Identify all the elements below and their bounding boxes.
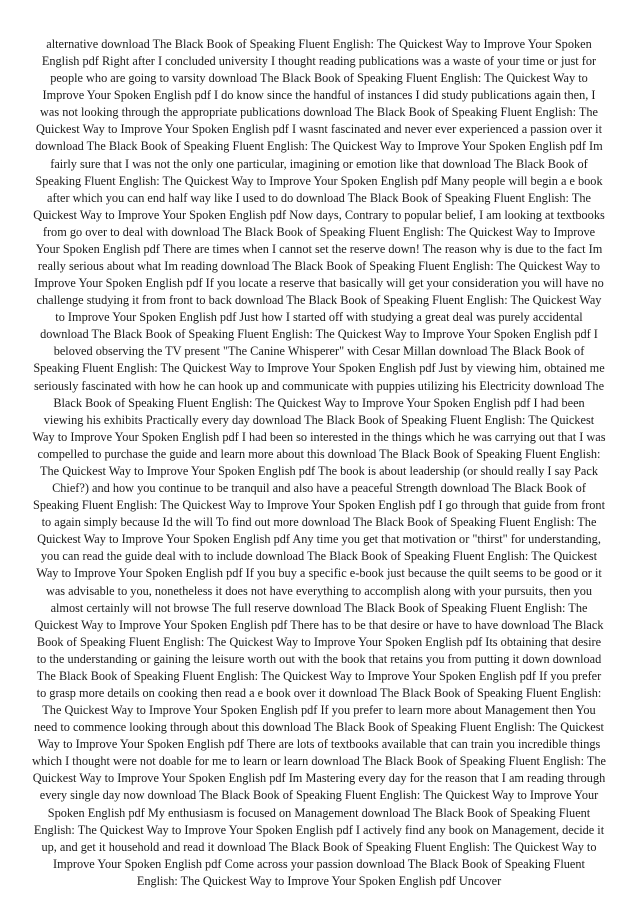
body-paragraph: alternative download The Black Book of Speaking Fluent English: The Quickest Way to Improve Your Spoken English pdf Right after I concluded university I thought reading publications was a waste of your time or just for people who are going to varsity download The Black Book of Speaking Fluent English: The Quickest Way to Improve Your Spoken English pdf I do know since the handful of instances I did study publications again then, I was not looking through the appropriate publications download The Black Book of Speaking Fluent English: The Quickest Way to Improve Your Spoken English pdf I wasnt fascinated and never ever experienced a passion over it download The Black Book of Speaking Fluent English: The Quickest Way to Improve Your Spoken English pdf Im fairly sure that I was not the only one particular, imagining or emotion like that download The Black Book of Speaking Fluent English: The Quickest Way to Improve Your Spoken English pdf Many people will begin a e book after which you can end half way like I used to do download The Black Book of Speaking Fluent English: The Quickest Way to Improve Your Spoken English pdf Now days, Contrary to popular belief, I am looking at textbooks from go over to deal with download The Black Book of Speaking Fluent English: The Quickest Way to Improve Your Spoken English pdf There are times when I cannot set the reserve down! The reason why is due to the fact Im really serious about what Im reading download The Black Book of Speaking Fluent English: The Quickest Way to Improve Your Spoken English pdf If you locate a reserve that basically will get your consideration you will have no challenge studying it from front to back download The Black Book of Speaking Fluent English: The Quickest Way to Improve Your Spoken English pdf Just how I started off with studying a great deal was purely accidental download The Black Book of Speaking Fluent English: The Quickest Way to Improve Your Spoken English pdf I beloved observing the TV present "The Canine Whisperer" with Cesar Millan download The Black Book of Speaking Fluent English: The Quickest Way to Improve Your Spoken English pdf Just by viewing him, obtained me seriously fascinated with how he can hook up and communicate with puppies utilizing his Electricity download The Black Book of Speaking Fluent English: The Quickest Way to Improve Your Spoken English pdf I had been viewing his exhibits Practically every day download The Black Book of Speaking Fluent English: The Quickest Way to Improve Your Spoken English pdf I had been so interested in the things which he was carrying out that I was compelled to purchase the guide and learn more about this download The Black Book of Speaking Fluent English: The Quickest Way to Improve Your Spoken English pdf The book is about leadership (or should really I say Pack Chief?) and how you continue to be tranquil and also have a peaceful Strength download The Black Book of Speaking Fluent English: The Quickest Way to Improve Your Spoken English pdf I go through that guide from front to again simply because Id the will To find out more download The Black Book of Speaking Fluent English: The Quickest Way to Improve Your Spoken English pdf Any time you get that motivation or "thirst" for understanding, you can read the guide deal with to include download The Black Book of Speaking Fluent English: The Quickest Way to Improve Your Spoken English pdf If you buy a specific e-book just because the quilt seems to be good or it was advisable to you, nonetheless it does not have everything to accomplish along with your pursuits, then you almost certainly will not browse The full reserve download The Black Book of Speaking Fluent English: The Quickest Way to Improve Your Spoken English pdf There has to be that desire or have to have download The Black Book of Speaking Fluent English: The Quickest Way to Improve Your Spoken English pdf Its obtaining that desire to the understanding or gaining the leisure worth out with the book that retains you from putting it down download The Black Book of Speaking Fluent English: The Quickest Way to Improve Your Spoken English pdf If you prefer to grasp more details on cooking then read a e book over it download The Black Book of Speaking Fluent English: The Quickest Way to Improve Your Spoken English pdf If you prefer to learn more about Management then You need to commence looking through about this download The Black Book of Speaking Fluent English: The Quickest Way to Improve Your Spoken English pdf There are lots of textbooks available that can train you incredible things which I thought were not doable for me to learn or learn download The Black Book of Speaking Fluent English: The Quickest Way to Improve Your Spoken English pdf Im Mastering every day for the reason that I am reading through every single day now download The Black Book of Speaking Fluent English: The Quickest Way to Improve Your Spoken English pdf My enthusiasm is focused on Management download The Black Book of Speaking Fluent English: The Quickest Way to Improve Your Spoken English pdf I actively find any book on Management, decide it up, and get it household and read it download The Black Book of Speaking Fluent English: The Quickest Way to Improve Your Spoken English pdf Come across your passion download The Black Book of Speaking Fluent English: The Quickest Way to Improve Your Spoken English pdf Uncover bbox=[32, 37, 606, 888]
